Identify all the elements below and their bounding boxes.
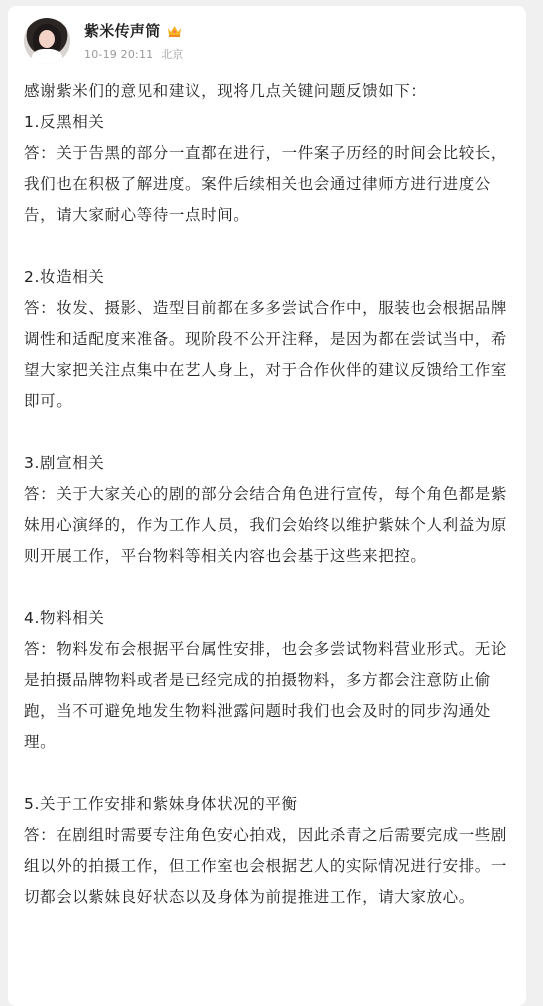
section-heading: 4.物料相关 [24, 609, 105, 627]
author-name[interactable]: 紫米传声筒 [84, 21, 161, 40]
section-answer: 答：在剧组时需要专注角色安心拍戏，因此杀青之后需要完成一些剧组以外的拍摄工作，但工作室也会根据艺人的实际情况进行安排。一切都会以紫妹良好状态以及身体为前提推进工作，请大家放心。 [24, 826, 508, 906]
paragraph-gap [24, 572, 514, 603]
avatar-face [39, 30, 55, 48]
post-time: 10-19 20:11 [84, 48, 154, 61]
paragraph-gap [24, 758, 514, 789]
section-answer: 答：关于告黑的部分一直都在进行，一件案子历经的时间会比较长，我们也在积极了解进度。案件后续相关也会通过律师方进行进度公告，请大家耐心等待一点时间。 [24, 144, 508, 224]
crown-icon [167, 23, 182, 37]
post-meta [84, 46, 187, 62]
post-content [24, 76, 514, 913]
post-intro: 感谢紫米们的意见和建议，现将几点关键问题反馈如下： [24, 82, 427, 100]
paragraph-gap [24, 231, 514, 262]
avatar[interactable] [24, 18, 70, 64]
section-answer: 答：妆发、摄影、造型目前都在多多尝试合作中，服装也会根据品牌调性和适配度来准备。现阶段不公开注释，是因为都在尝试当中，希望大家把关注点集中在艺人身上，对于合作伙伴的建议反馈给工作室即可。 [24, 299, 508, 410]
section-answer: 答：关于大家关心的剧的部分会结合角色进行宣传，每个角色都是紫妹用心演绎的，作为工作人员，我们会始终以维护紫妹个人利益为原则开展工作，平台物料等相关内容也会基于这些来把控。 [24, 485, 508, 565]
author-row [84, 20, 182, 40]
section-answer: 答：物料发布会根据平台属性安排，也会多尝试物料营业形式。无论是拍摄品牌物料或者是已经完成的拍摄物料，多方都会注意防止偷跑，当不可避免地发生物料泄露问题时我们也会及时的同步沟通处理。 [24, 640, 508, 751]
avatar-body [32, 49, 62, 64]
weibo-post-card [8, 6, 526, 1006]
post-header [24, 16, 510, 68]
section-heading: 2.妆造相关 [24, 268, 105, 286]
paragraph-gap [24, 417, 514, 448]
section-heading: 3.剧宣相关 [24, 454, 105, 472]
section-heading: 5.关于工作安排和紫妹身体状况的平衡 [24, 795, 298, 813]
post-location: 北京 [161, 48, 184, 61]
section-heading: 1.反黑相关 [24, 113, 105, 131]
